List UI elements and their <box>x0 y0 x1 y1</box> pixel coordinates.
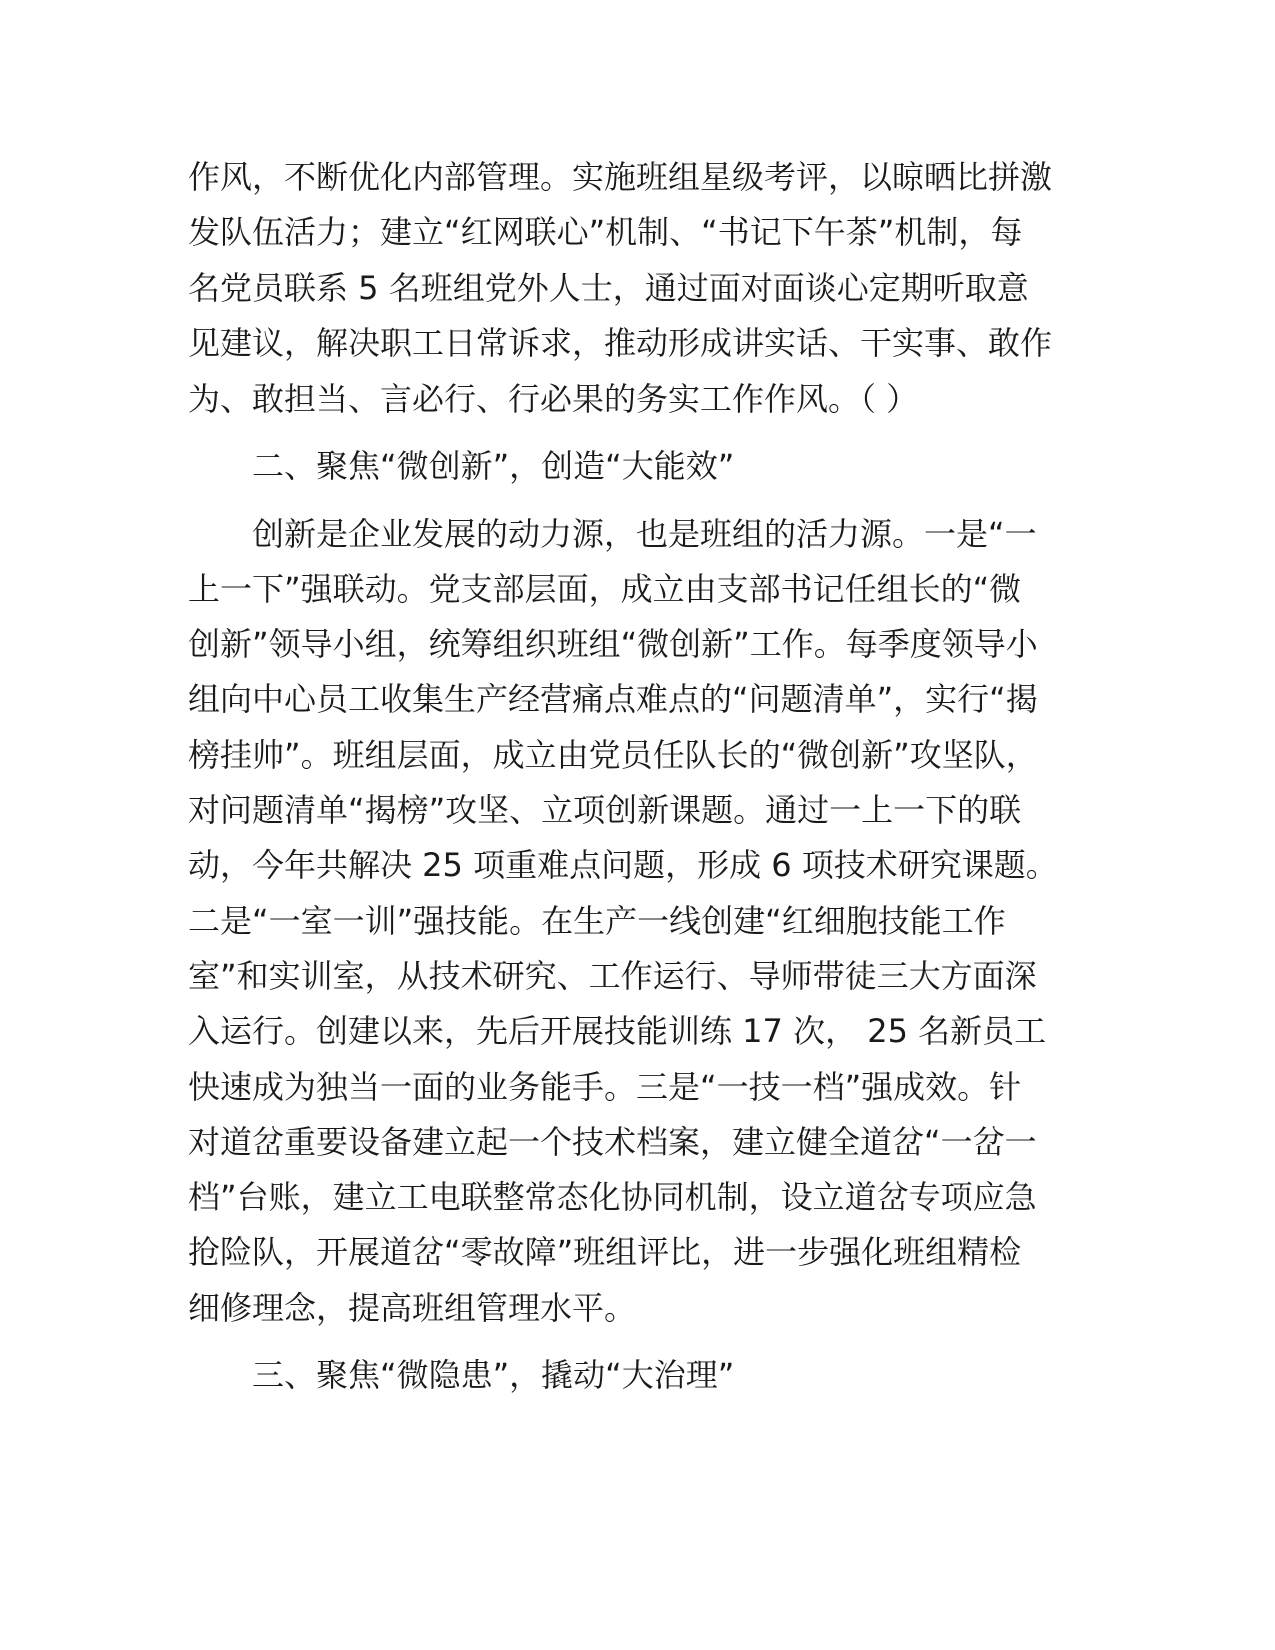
paragraph-line: 榜挂帅”。班组层面，成立由党员任队长的“微创新”攻坚队， <box>188 736 1038 774</box>
paragraph-line: 上一下”强联动。党支部层面，成立由支部书记任组长的“微 <box>188 570 1022 608</box>
paragraph-line: 入运行。创建以来，先后开展技能训练 17 次， 25 名新员工 <box>188 1012 1047 1050</box>
paragraph-line: 动，今年共解决 25 项重难点问题，形成 6 项技术研究课题。 <box>188 846 1058 884</box>
paragraph-line: 室”和实训室，从技术研究、工作运行、导师带徒三大方面深 <box>188 957 1037 995</box>
paragraph-line: 作风，不断优化内部管理。实施班组星级考评，以晾晒比拼激 <box>188 158 1053 196</box>
paragraph-line: 细修理念，提高班组管理水平。 <box>188 1289 637 1327</box>
paragraph-line: 见建议，解决职工日常诉求，推动形成讲实话、干实事、敢作 <box>188 324 1053 362</box>
paragraph-line: 创新”领导小组，统筹组织班组“微创新”工作。每季度领导小 <box>188 625 1038 663</box>
paragraph-line: 快速成为独当一面的业务能手。三是“一技一档”强成效。针 <box>188 1068 1022 1106</box>
section-heading: 三、聚焦“微隐患”，撬动“大治理” <box>252 1356 735 1394</box>
paragraph-line: 对道岔重要设备建立起一个技术档案，建立健全道岔“一岔一 <box>188 1123 1037 1161</box>
paragraph-line: 档”台账，建立工电联整常态化协同机制，设立道岔专项应急 <box>188 1178 1037 1216</box>
section-heading: 二、聚焦“微创新”，创造“大能效” <box>252 447 735 485</box>
paragraph-line: 对问题清单“揭榜”攻坚、立项创新课题。通过一上一下的联 <box>188 791 1022 829</box>
paragraph-line: 二是“一室一训”强技能。在生产一线创建“红细胞技能工作 <box>188 902 1006 940</box>
paragraph-line: 创新是企业发展的动力源，也是班组的活力源。一是“一 <box>252 515 1037 553</box>
paragraph-line: 为、敢担当、言必行、行必果的务实工作作风。（ ） <box>188 380 919 418</box>
paragraph-line: 组向中心员工收集生产经营痛点难点的“问题清单”，实行“揭 <box>188 680 1038 718</box>
paragraph-line: 抢险队，开展道岔“零故障”班组评比，进一步强化班组精检 <box>188 1233 1022 1271</box>
paragraph-line: 名党员联系 5 名班组党外人士，通过面对面谈心定期听取意 <box>188 269 1029 307</box>
paragraph-line: 发队伍活力；建立“红网联心”机制、“书记下午茶”机制，每 <box>188 213 1023 251</box>
